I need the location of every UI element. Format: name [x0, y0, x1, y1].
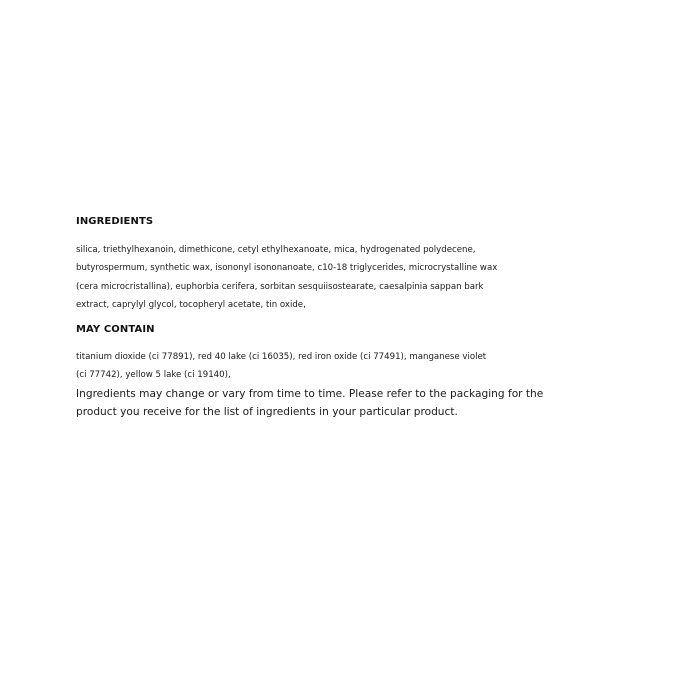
- may-contain-heading: MAY CONTAIN: [76, 324, 155, 336]
- may-contain-list: titanium dioxide (ci 77891), red 40 lake (ci 16035), red iron oxide (ci 77491), manganese violet (ci 77742), yellow 5 lake (ci 19140),: [76, 352, 487, 381]
- ingredients-list: silica, triethylhexanoin, dimethicone, cetyl ethylhexanoate, mica, hydrogenated polydecene, butyrospermum, synthetic wax, isononyl isononanoate, c10-18 triglycerides, microcrystalline wax (cera microcristallina), euphorbia cerifera, sorbitan sesquiisostearate, caesalpinia sappan bark extract, caprylyl glycol, tocopheryl acetate, tin oxide,: [76, 245, 498, 310]
- ingredients-section: [76, 214, 546, 422]
- ingredients-heading: INGREDIENTS: [76, 216, 154, 227]
- ingredients-disclaimer: Ingredients may change or vary from time to time. Please refer to the packaging for the product you receive for the list of ingredients in your particular product.: [76, 387, 544, 419]
